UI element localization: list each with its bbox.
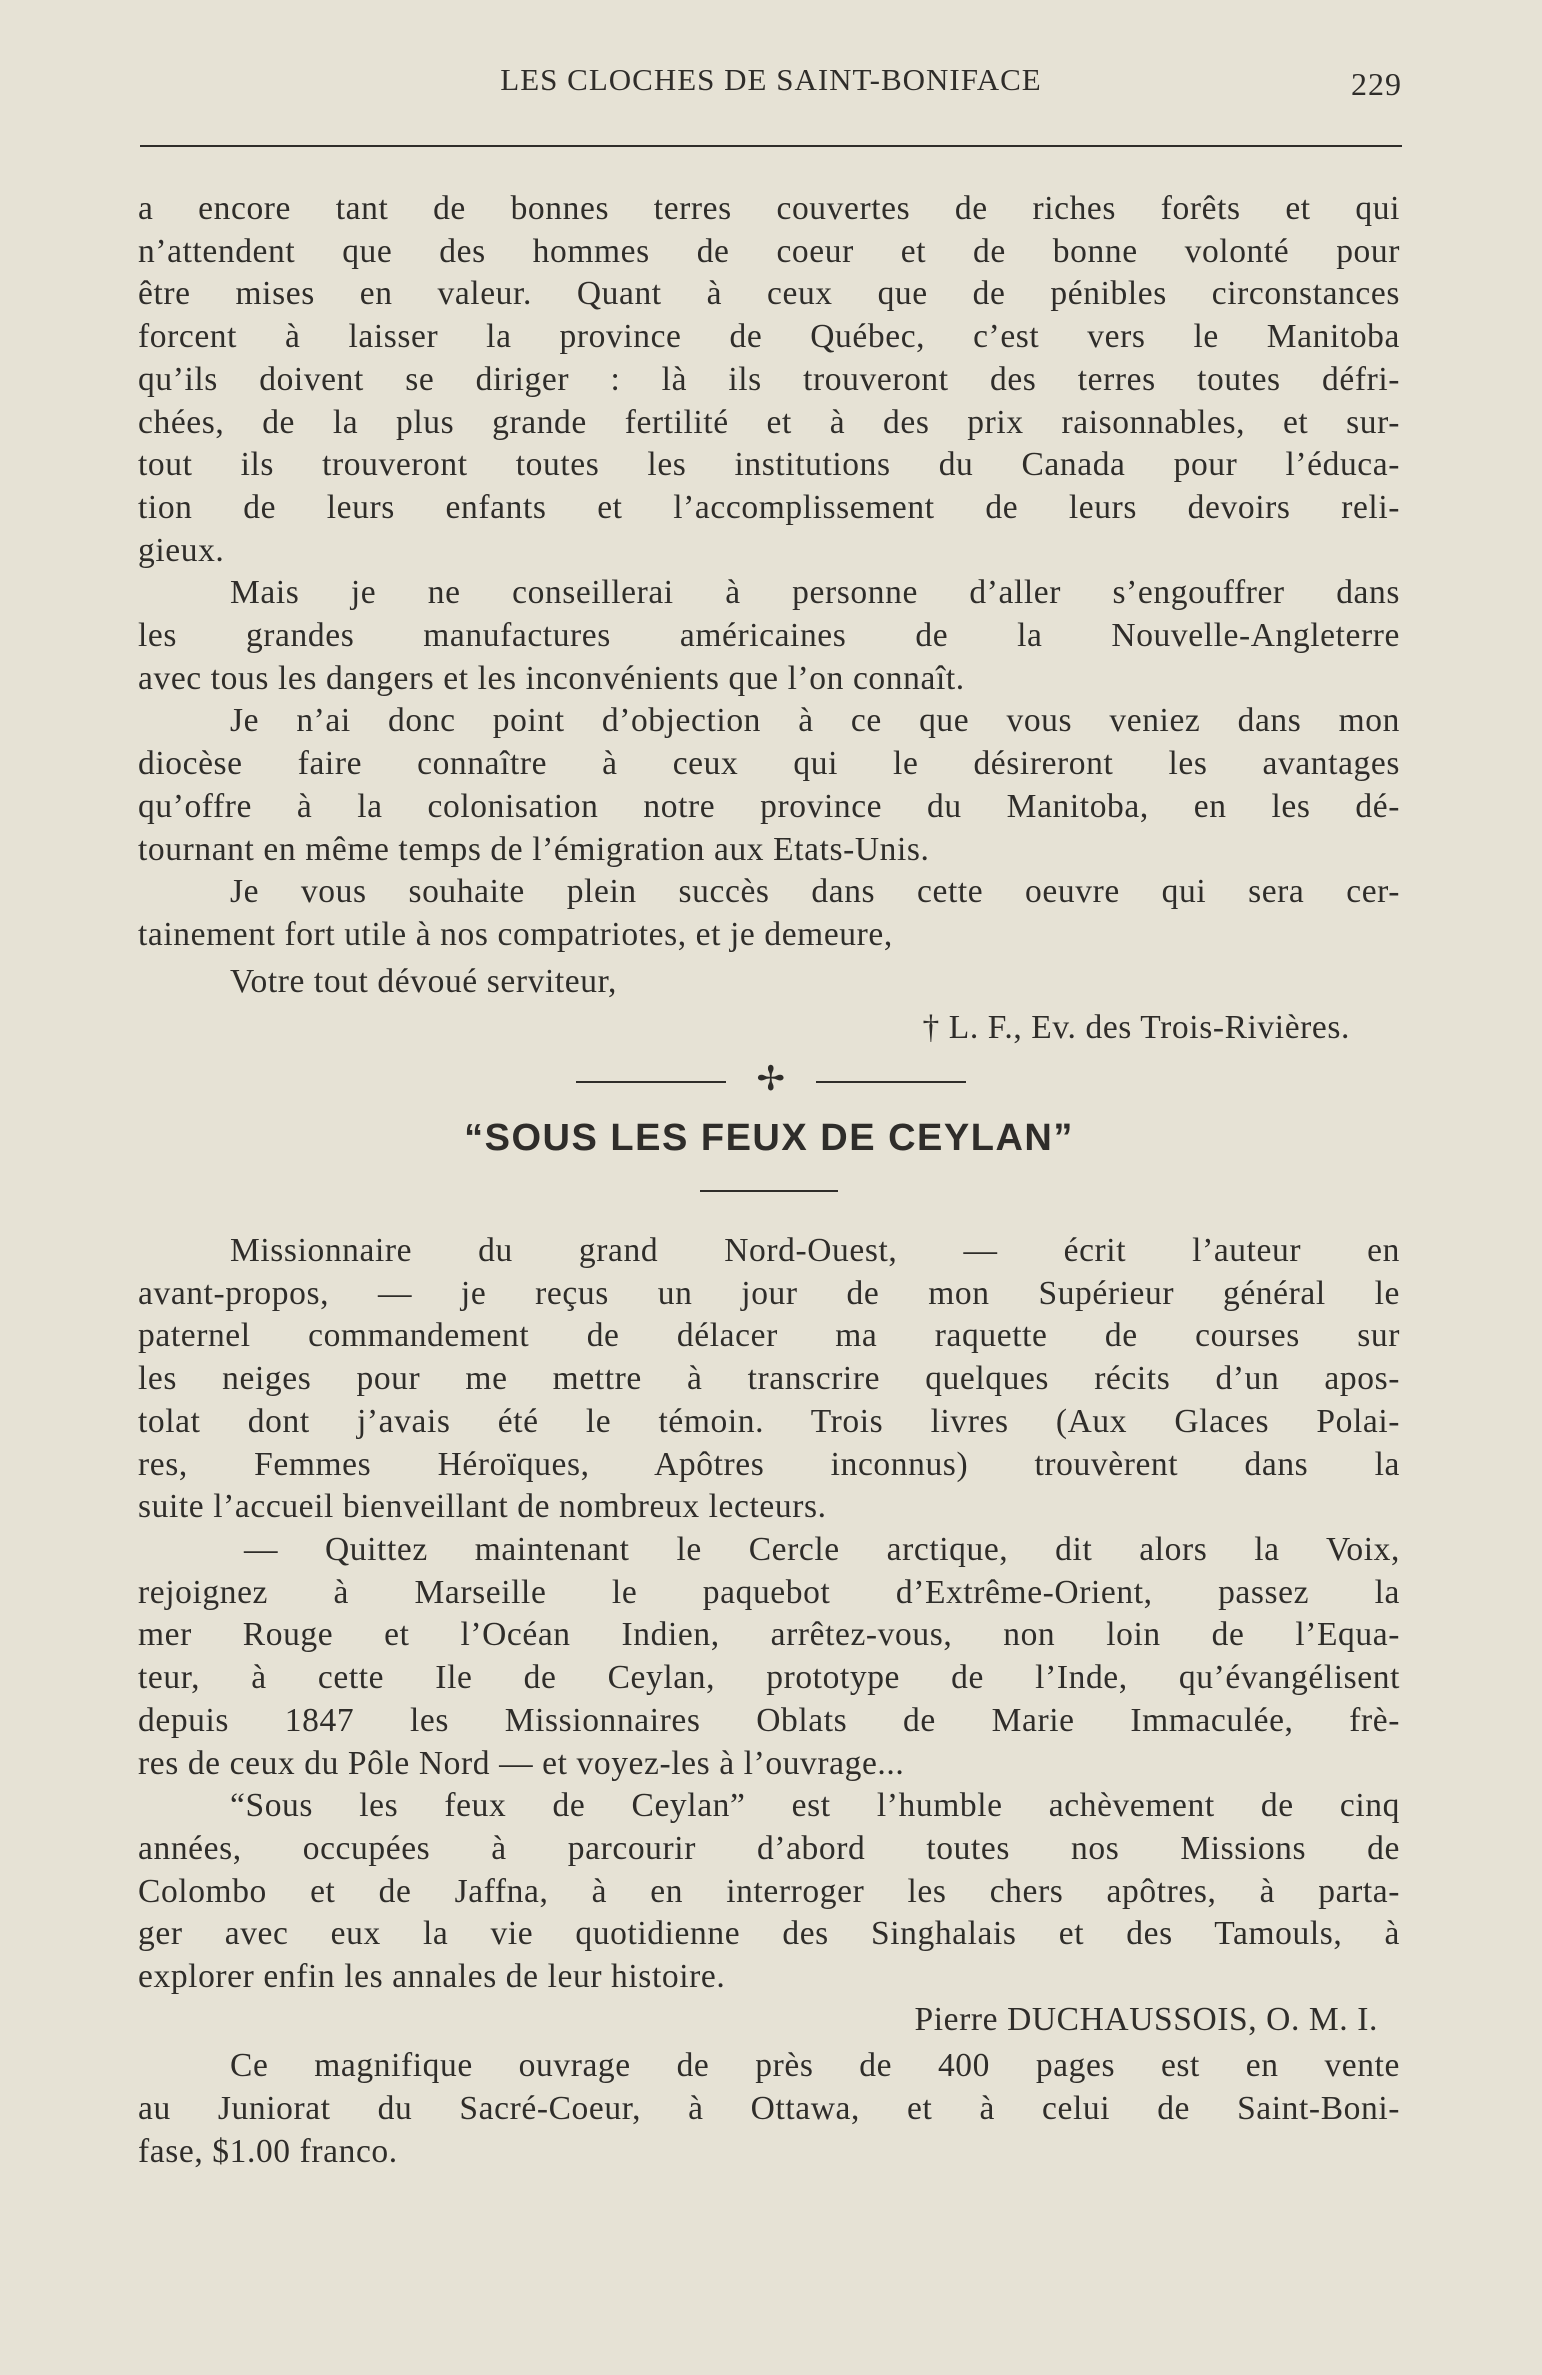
- text-line: tolat dont j’avais été le témoin. Trois livres (Aux Glaces Polai-: [138, 1402, 1400, 1440]
- cross-ornament-icon: ✢: [756, 1061, 786, 1099]
- text-line: suite l’accueil bienveillant de nombreux lecteurs.: [138, 1488, 827, 1526]
- divider-rule-left: [576, 1081, 726, 1083]
- page-number: 229: [1351, 66, 1402, 102]
- title-rule: [700, 1190, 838, 1192]
- letter-paragraph-3: [138, 700, 1400, 871]
- text-line: n’attendent que des hommes de coeur et de bonne volonté pour: [138, 232, 1400, 270]
- author-signature: Pierre DUCHAUSSOIS, O. M. I.: [914, 2000, 1378, 2038]
- text-line: qu’offre à la colonisation notre province du Manitoba, en les dé-: [138, 787, 1400, 825]
- text-line: au Juniorat du Sacré-Coeur, à Ottawa, et à celui de Saint-Boni-: [138, 2090, 1400, 2128]
- text-line: chées, de la plus grande fertilité et à des prix raisonnables, et sur-: [138, 403, 1400, 441]
- section-title: “SOUS LES FEUX DE CEYLAN”: [464, 1117, 1074, 1160]
- text-line: ger avec eux la vie quotidienne des Singhalais et des Tamouls, à: [138, 1915, 1400, 1953]
- divider-rule-right: [816, 1081, 966, 1083]
- text-line: depuis 1847 les Missionnaires Oblats de Marie Immaculée, frè-: [138, 1701, 1400, 1739]
- text-line: Missionnaire du grand Nord-Ouest, — écrit l’auteur en: [230, 1232, 1400, 1270]
- text-line: être mises en valeur. Quant à ceux que de pénibles circonstances: [138, 275, 1400, 313]
- letter-paragraph-2: [138, 572, 1400, 700]
- text-line: Colombo et de Jaffna, à en interroger les chers apôtres, à parta-: [138, 1872, 1400, 1910]
- letter-closing: Votre tout dévoué serviteur,: [230, 962, 617, 1000]
- text-line: forcent à laisser la province de Québec, c’est vers le Manitoba: [138, 318, 1400, 356]
- text-line: tion de leurs enfants et l’accomplissement de leurs devoirs reli-: [138, 488, 1400, 526]
- running-head: [140, 62, 1402, 112]
- text-line: teur, à cette Ile de Ceylan, prototype de l’Inde, qu’évangélisent: [138, 1659, 1400, 1697]
- header-rule: [140, 145, 1402, 147]
- page-body: [138, 188, 1400, 2174]
- text-line: tout ils trouveront toutes les institutions du Canada pour l’éduca-: [138, 446, 1400, 484]
- text-line: explorer enfin les annales de leur histoire.: [138, 1958, 726, 1996]
- text-line: les neiges pour me mettre à transcrire quelques récits d’un apos-: [138, 1360, 1400, 1398]
- text-line: rejoignez à Marseille le paquebot d’Extrême-Orient, passez la: [138, 1573, 1400, 1611]
- text-line: paternel commandement de délacer ma raquette de courses sur: [138, 1317, 1400, 1355]
- text-line: res, Femmes Héroïques, Apôtres inconnus) trouvèrent dans la: [138, 1445, 1400, 1483]
- text-line: avec tous les dangers et les inconvénients que l’on connaît.: [138, 659, 965, 697]
- text-line: les grandes manufactures américaines de la Nouvelle-Angleterre: [138, 617, 1400, 655]
- letter-paragraph-1: [138, 188, 1400, 572]
- section-divider: [138, 1058, 1400, 1102]
- section-paragraph-2: [138, 1529, 1400, 1785]
- text-line: années, occupées à parcourir d’abord toutes nos Missions de: [138, 1829, 1400, 1867]
- text-line: tournant en même temps de l’émigration aux Etats-Unis.: [138, 830, 930, 868]
- text-line: gieux.: [138, 531, 225, 569]
- text-line: a encore tant de bonnes terres couvertes de riches forêts et qui: [138, 190, 1400, 227]
- text-line: Ce magnifique ouvrage de près de 400 pages est en vente: [230, 2047, 1400, 2085]
- text-line: Je vous souhaite plein succès dans cette oeuvre qui sera cer-: [230, 873, 1400, 911]
- text-line: fase, $1.00 franco.: [138, 2132, 398, 2170]
- section-paragraph-1: [138, 1230, 1400, 1529]
- letter-paragraph-4: [138, 871, 1400, 956]
- text-line: mer Rouge et l’Océan Indien, arrêtez-vous, non loin de l’Equa-: [138, 1616, 1400, 1654]
- text-line: diocèse faire connaître à ceux qui le désireront les avantages: [138, 745, 1400, 783]
- letter-signature: † L. F., Ev. des Trois-Rivières.: [922, 1009, 1350, 1047]
- text-line: avant-propos, — je reçus un jour de mon Supérieur général le: [138, 1274, 1400, 1312]
- text-line: “Sous les feux de Ceylan” est l’humble achèvement de cinq: [230, 1787, 1400, 1825]
- text-line: qu’ils doivent se diriger : là ils trouveront des terres toutes défri-: [138, 360, 1400, 398]
- text-line: Je n’ai donc point d’objection à ce que vous veniez dans mon: [230, 702, 1400, 740]
- section-paragraph-3: [138, 1785, 1400, 1999]
- text-line: tainement fort utile à nos compatriotes, et je demeure,: [138, 915, 893, 953]
- running-title: LES CLOCHES DE SAINT-BONIFACE: [500, 62, 1042, 97]
- text-line: — Quittez maintenant le Cercle arctique, dit alors la Voix,: [244, 1530, 1400, 1568]
- text-line: res de ceux du Pôle Nord — et voyez-les à l’ouvrage...: [138, 1744, 905, 1782]
- section-paragraph-4: [138, 2045, 1400, 2173]
- text-line: Mais je ne conseillerai à personne d’aller s’engouffrer dans: [230, 574, 1400, 612]
